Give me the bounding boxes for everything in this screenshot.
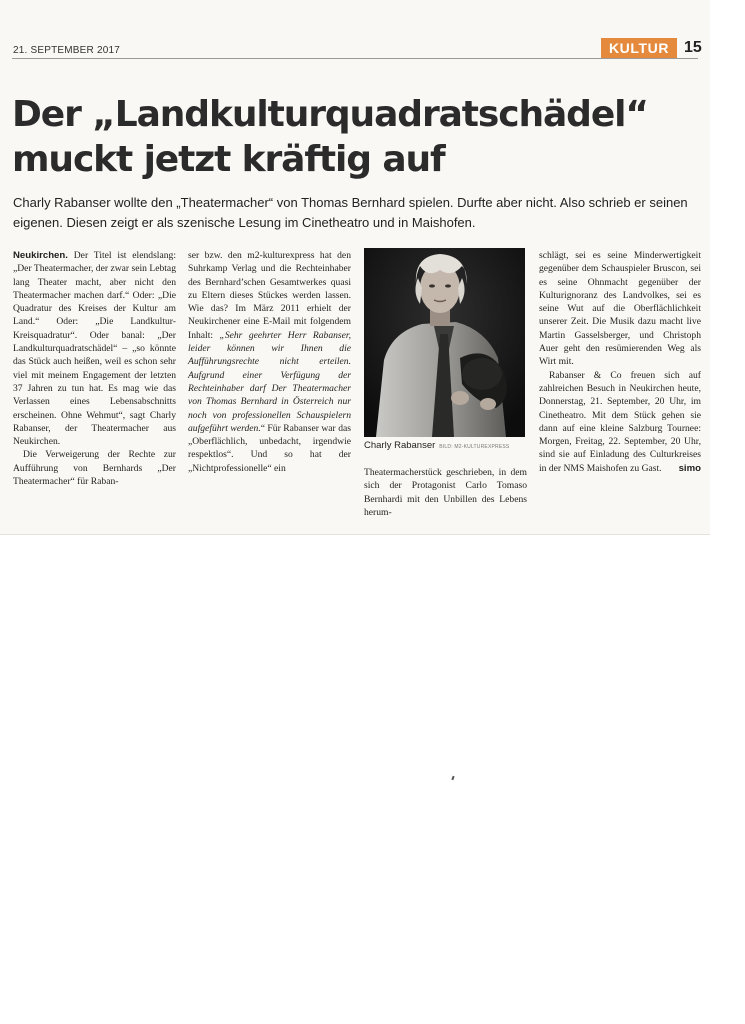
author-signature: simo (678, 462, 701, 474)
clipping-edge (0, 534, 710, 535)
headline-line-1: Der „Landkulturquadratschädel“ (12, 94, 648, 135)
article-column-3 (364, 466, 527, 519)
email-quote: „Sehr geehrter Herr Rabanser, leider können wir Ihnen die Aufführungsrechte nicht erteilen. Aufgrund einer Verfügung der Rechteinhaber darf Der Theatermacher von Thomas Bernhard in Österreich nur noch von professionellen Schauspielern aufgeführt werden. (188, 329, 351, 434)
column-3-paragraph: Theatermacherstück geschrieben, in dem sich der Protagonist Carlo Tomaso Bernhardi mit den Unbillen des Lebens herum- (364, 467, 527, 518)
lede: Charly Rabanser wollte den „Theatermacher“ von Thomas Bernhard spielen. Durfte aber nicht. Also schrieb er seinen eigenen. Diesen zeigt er als szenische Lesung im Cinetheatro und in Maishofen. (13, 195, 688, 230)
section-badge: KULTUR (601, 38, 677, 58)
column-2-paragraph (188, 249, 351, 475)
column-1-paragraph-2: Die Verweigerung der Rechte zur Aufführung von Bernhards „Der Theatermacher“ für Raban- (13, 449, 176, 488)
column-2-text-end: “ Für Rabanser war das „Oberflächlich, unbedacht, irgendwie respektlos“. Und so hat der „Nichtprofessionelle“ ein (188, 422, 352, 474)
header-rule (12, 58, 698, 59)
photo-credit: BILD: M2-KULTUREXPRESS (439, 444, 510, 450)
column-2-text: ser bzw. den m2-kulturexpress hat den Suhrkamp Verlag und die Rechteinhaber des Bernhard’schen Gesamtwerkes quasi zu Eltern dieses Stückes werden lassen. Wie das? Im März 2011 erhielt der Neukirchener eine E-Mail mit folgendem Inhalt: (188, 250, 351, 341)
headline-line-2: muckt jetzt kräftig auf (12, 139, 445, 180)
article-column-4 (539, 249, 701, 475)
article-column-1 (13, 249, 176, 488)
issue-date: 21. SEPTEMBER 2017 (13, 45, 120, 56)
caption-text: Charly Rabanser (364, 440, 436, 451)
column-1-text: Der Titel ist elendslang: „Der Theatermacher, der zwar sein Lebtag lang Theater macht, aber nicht den Theatermacher machen darf.“ Oder: „Die Quadratur des Kreises der Kultur am Land.“ Oder: „Die Landkultur-Kreisquadratur“. Oder banal: „Der Landkulturquadratschädel“ – „so könnte das Stück auch heißen, weil es schon sehr viel mit meinem Engagement der letzten 37 Jahren zu tun hat. Es mag wie das Verlassen eines Lebensabschnitts erscheinen. Ohne Wehmut“, sagt Charly Rabanser, der Theatermacher aus Neukirchen. (13, 250, 176, 448)
photo-caption (364, 440, 527, 451)
portrait-illustration (364, 248, 525, 437)
dateline: Neukirchen. (13, 250, 68, 261)
column-4-paragraph-2 (539, 369, 701, 475)
scan-speck (451, 776, 454, 780)
page-number: 15 (684, 39, 702, 56)
portrait-photo (364, 248, 525, 437)
column-4-paragraph-1: schlägt, sei es seine Minderwertigkeit gegenüber dem Schauspieler Bruscon, sei es seine Ohnmacht gegenüber der Kulturignoranz des Landvolkes, sei es seine Wut auf die Oberflächlichkeit unserer Zeit. Die Musik dazu macht live Martin Gasselsberger, und Christoph Auer geht den resümierenden Weg als Wirt mit. (539, 250, 701, 368)
article-column-2 (188, 249, 351, 475)
column-1-paragraph-1 (13, 249, 176, 448)
column-4-text: Rabanser & Co freuen sich auf zahlreichen Besuch in Neukirchen heute, Donnerstag, 21. September, 20 Uhr, im Cinetheatro. Mit dem Stück gehen sie dann auf eine kleine Salzburg Tournee: Morgen, Freitag, 22. September, 20 Uhr, sind sie auf Einladung des Culturkreises in der NMS Maishofen zu Gast. (539, 369, 701, 474)
headline (12, 92, 702, 182)
